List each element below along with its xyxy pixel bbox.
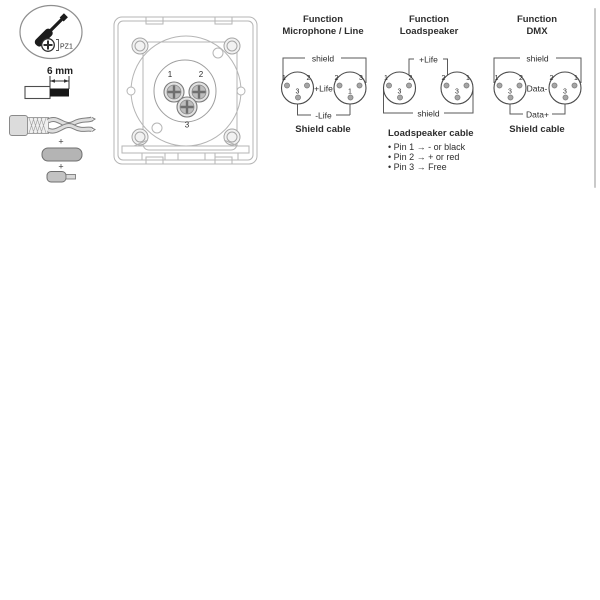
- wire-label-minus-life: -Life: [315, 110, 332, 121]
- wire-label-shield: shield: [311, 53, 335, 64]
- plus-sign: +: [58, 161, 64, 172]
- cable-assembly-diagram: [8, 108, 108, 188]
- pin-label: 1: [574, 75, 578, 82]
- xlr-connector: [334, 72, 366, 104]
- function-label: Function: [302, 14, 344, 25]
- wire-label-plus-life: +Life: [314, 83, 333, 94]
- wire-label-shield: shield: [526, 53, 549, 64]
- xlr-connector: [441, 72, 473, 104]
- wall-plate-drawing: [108, 10, 268, 170]
- pin-label: 1: [282, 75, 286, 82]
- wire-label-shield: shield: [417, 108, 440, 119]
- wire-label-data-plus: Data+: [526, 109, 549, 120]
- shielded-cable-icon: [10, 116, 96, 136]
- xlr-connector: [282, 72, 314, 104]
- function-name: Loadspeaker: [399, 25, 459, 37]
- sleeve-icon: [42, 148, 82, 161]
- pin-label: 2: [408, 75, 413, 82]
- pin-label: 2: [334, 75, 339, 82]
- loudspeaker-wiring-diagram: [376, 50, 482, 125]
- tool-size-label: PZ1: [60, 43, 73, 51]
- xlr-connector: [549, 72, 581, 104]
- xlr-connector: [494, 72, 526, 104]
- pin-label: 2: [441, 75, 446, 82]
- cable-info-title: Loadspeaker cable: [388, 128, 474, 139]
- mic-cable-caption: Shield cable: [295, 124, 351, 135]
- pin-label: 2: [549, 75, 554, 82]
- pin-assignment-item: • Pin 1 → - or black: [388, 142, 466, 152]
- function-name: DMX: [526, 25, 548, 37]
- screwdriver-pz1-icon: [17, 3, 85, 63]
- column-mic-title: [270, 14, 376, 37]
- pin-label: 3: [563, 88, 567, 96]
- page-border: [594, 8, 596, 188]
- pin-label: 1: [466, 75, 470, 82]
- column-dmx-title: [484, 14, 590, 37]
- pin-label: 1: [494, 75, 499, 82]
- plate-pin-2-label: 2: [198, 70, 204, 79]
- pin-assignment-item: • Pin 3 → Free: [388, 161, 447, 172]
- pin-label: 2: [519, 75, 523, 82]
- dmx-cable-caption: Shield cable: [509, 124, 565, 135]
- plus-sign: +: [58, 136, 64, 147]
- function-label: Function: [408, 14, 450, 25]
- strip-length-label: 6 mm: [46, 66, 74, 77]
- pin-label: 1: [384, 75, 388, 82]
- plate-connector: [154, 60, 216, 130]
- function-label: Function: [516, 14, 558, 25]
- pin-assignment-item: • Pin 2 → + or red: [388, 151, 460, 162]
- cable-jacket-outline: [25, 87, 50, 99]
- strip-length-diagram: [20, 60, 115, 105]
- ferrule-icon: [47, 172, 76, 183]
- wire-label-plus-life: +Life: [419, 54, 438, 65]
- xlr-connector: [384, 72, 416, 104]
- function-name: Microphone / Line: [282, 25, 364, 37]
- pin-label: 3: [455, 88, 459, 96]
- mic-line-wiring-diagram: [270, 50, 376, 125]
- plate-pin-3-label: 3: [184, 120, 190, 130]
- pin-label: 3: [508, 88, 512, 96]
- pin-label: 2: [306, 75, 311, 82]
- column-speaker-title: [376, 14, 482, 37]
- dmx-wiring-diagram: [484, 50, 590, 125]
- pin-label: 3: [397, 88, 402, 96]
- pin-label: 3: [295, 88, 300, 96]
- pin-label: 1: [348, 88, 352, 96]
- plate-pin-1-label: 1: [167, 70, 173, 79]
- stripped-conductor: [50, 89, 69, 97]
- wire-label-data-minus: Data-: [526, 83, 548, 94]
- pin-label: 3: [359, 75, 363, 82]
